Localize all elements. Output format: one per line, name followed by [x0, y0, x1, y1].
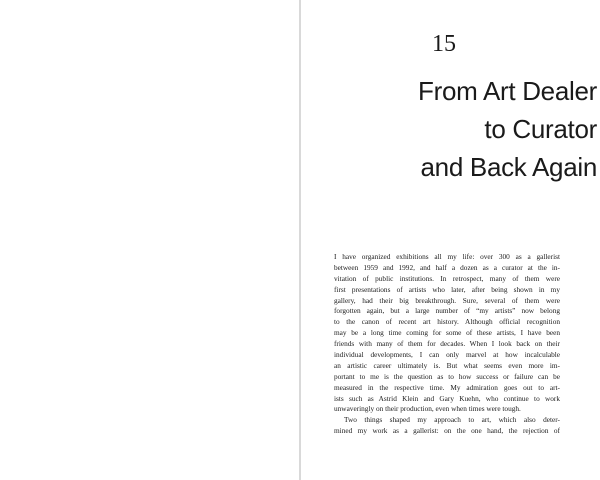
body-line: I have organized exhibitions all my life: over 300 as a gallerist [334, 252, 560, 261]
body-line: gallery, had their big breakthrough. Sure, several of them were [334, 295, 560, 305]
body-line: unwaveringly on their production, even when times were tough. [334, 404, 521, 414]
left-page [0, 0, 299, 480]
body-line: forgotten again, but a large number of “my artists” now belong [334, 306, 560, 316]
body-paragraphs [334, 252, 560, 437]
chapter-title-line: to Curator [484, 114, 597, 144]
body-line: an artistic career ultimately is. But what seems even more im- [334, 360, 560, 370]
body-line: first presentations of artists who later, after being shown in my [334, 284, 560, 294]
body-line: mined my work as a gallerist: on the one hand, the rejection of [334, 426, 560, 436]
chapter-title-line: and Back Again [420, 152, 597, 182]
body-line: ists such as Astrid Klein and Gary Kuehn, who continue to work [334, 393, 560, 403]
body-line: measured in the respective time. My admiration goes out to art- [334, 382, 560, 392]
body-line: individual developments, I can only marvel at how incalculable [334, 350, 560, 360]
body-line: vitation of public institutions. In retrospect, many of them were [334, 273, 560, 283]
right-page [301, 0, 600, 480]
chapter-title-line: From Art Dealer [418, 76, 597, 106]
body-line: portant to me is the question as to how success or failure can be [334, 371, 560, 381]
body-line: to the canon of recent art history. Although official recognition [334, 317, 560, 327]
chapter-number: 15 [432, 31, 456, 57]
body-line: between 1959 and 1992, and half a dozen as a curator at the in- [334, 262, 560, 272]
body-line: friends with many of them for decades. When I look back on their [334, 339, 560, 349]
body-line: Two things shaped my approach to art, which also deter- [344, 415, 560, 425]
chapter-title [317, 72, 597, 186]
body-line: may be a long time coming for some of these artists, I have been [334, 328, 560, 338]
